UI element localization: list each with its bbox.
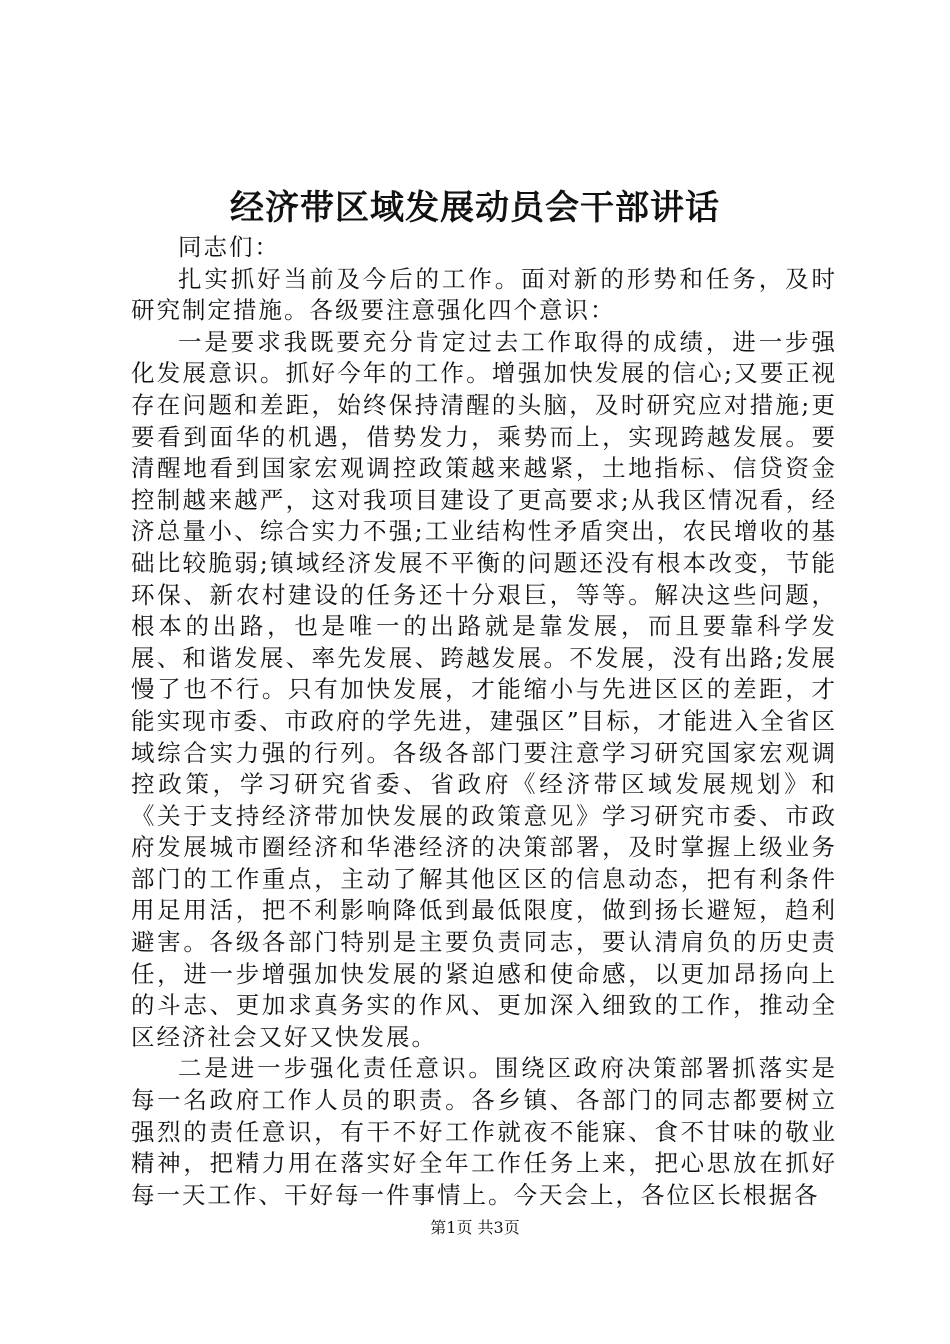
page-number-footer: 第1页 共3页 (430, 1218, 520, 1237)
document-body (131, 232, 837, 1211)
point-one-paragraph: 一是要求我既要充分肯定过去工作取得的成绩，进一步强化发展意识。抓好今年的工作。增强加快发展的信心;又要正视存在问题和差距，始终保持清醒的头脑，及时研究应对措施;更要看到面华的机遇，借势发力，乘势而上，实现跨越发展。要清醒地看到国家宏观调控政策越来越紧，土地指标、信贷资金控制越来越严，这对我项目建设了更高要求;从我区情况看，经济总量小、综合实力不强;工业结构性矛盾突出，农民增收的基础比较脆弱;镇域经济发展不平衡的问题还没有根本改变，节能环保、新农村建设的任务还十分艰巨，等等。解决这些问题，根本的出路，也是唯一的出路就是靠发展，而且要靠科学发展、和谐发展、率先发展、跨越发展。不发展，没有出路;发展慢了也不行。只有加快发展，才能缩小与先进区区的差距，才能实现市委、市政府的学先进，建强区”目标，才能进入全省区域综合实力强的行列。各级各部门要注意学习研究国家宏观调控政策，学习研究省委、省政府《经济带区域发展规划》和《关于支持经济带加快发展的政策意见》学习研究市委、市政府发展城市圈经济和华港经济的决策部署，及时掌握上级业务部门的工作重点，主动了解其他区区的信息动态，把有利条件用足用活，把不利影响降低到最低限度，做到扬长避短，趋利避害。各级各部门特别是主要负责同志，要认清肩负的历史责任，进一步增强加快发展的紧迫感和使命感，以更加昂扬向上的斗志、更加求真务实的作风、更加深入细致的工作，推动全区经济社会又好又快发展。 (131, 327, 837, 1051)
point-two-paragraph: 二是进一步强化责任意识。围绕区政府决策部署抓落实是每一名政府工作人员的职责。各乡镇、各部门的同志都要树立强烈的责任意识，有干不好工作就夜不能寐、食不甘味的敬业精神，把精力用在落实好全年工作任务上来，把心思放在抓好每一天工作、干好每一件事情上。今天会上，各位区长根据各 (131, 1054, 837, 1209)
salutation-paragraph: 同志们： (178, 233, 280, 261)
document-title: 经济带区域发展动员会干部讲话 (230, 188, 720, 228)
intro-paragraph: 扎实抓好当前及今后的工作。面对新的形势和任务，及时研究制定措施。各级要注意强化四个意识： (131, 264, 837, 325)
